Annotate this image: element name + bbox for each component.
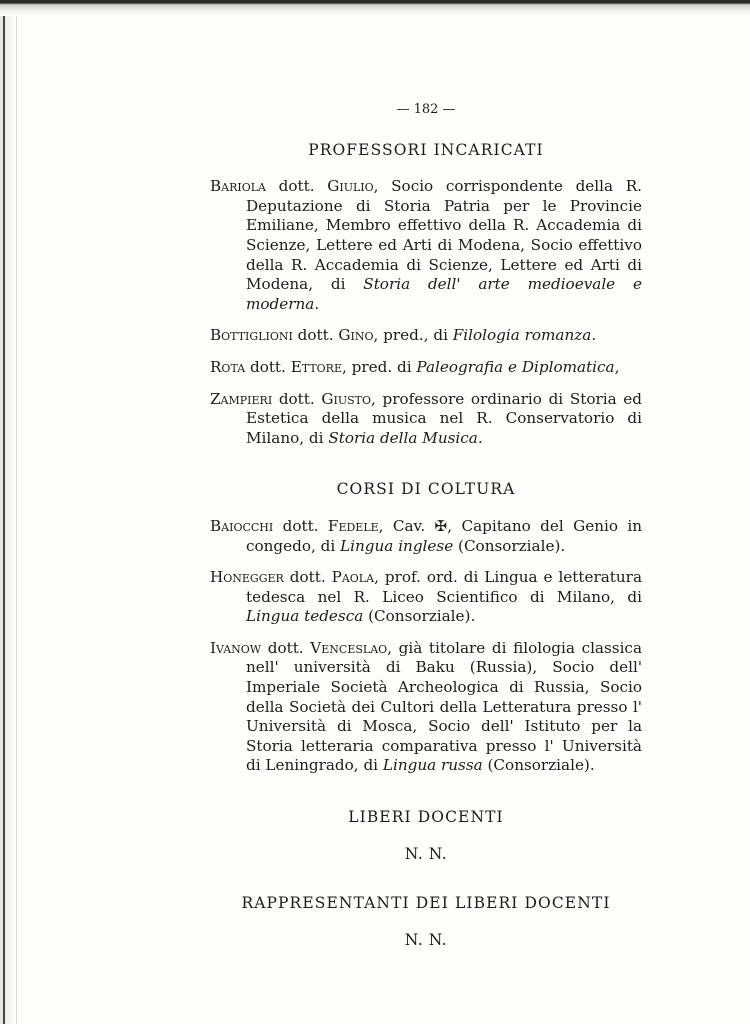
entry-firstname: Fedele: [327, 516, 379, 535]
page-binding-edge: [0, 0, 17, 1024]
entry-title: dott.: [261, 638, 311, 657]
entry-firstname: Venceslao: [310, 638, 388, 657]
entry-subject: Paleografia e Diplomatica: [416, 357, 615, 376]
heading-corsi-di-coltura: CORSI DI COLTURA: [336, 480, 516, 499]
entry-firstname: Ettore: [290, 357, 342, 376]
entry-subject: Filologia romanza: [452, 326, 592, 345]
entry-title: dott.: [266, 177, 328, 196]
entry-text: , Socio corrispondente della R. Deputazione di Storia Patria per le Provincie Emiliane, Membro effettivo della R. Accademia di Scienze, Lettere ed Arti di Modena, Socio effettivo della R. Accademia di Scienze, Lettere ed Arti di Modena, di: [246, 177, 642, 294]
entry-surname: Baiocchi: [210, 516, 274, 535]
heading-liberi-docenti: LIBERI DOCENTI: [348, 808, 504, 827]
entry-subject: Storia dell' arte medioevale e moderna: [246, 275, 642, 313]
entry-title: dott.: [283, 568, 332, 587]
page-number: — 182 —: [396, 102, 456, 117]
entry-bottiglioni: [210, 326, 642, 346]
entry-firstname: Giulio: [327, 177, 374, 196]
liberi-docenti-value: N. N.: [404, 844, 448, 863]
entry-tail: (Consorziale).: [363, 607, 476, 626]
entry-tail: (Consorziale).: [453, 536, 566, 555]
entry-subject: Lingua inglese: [340, 536, 454, 555]
entry-firstname: Giusto: [321, 389, 372, 408]
entry-surname: Ivanow: [210, 638, 262, 657]
entry-surname: Bottiglioni: [210, 326, 293, 345]
entry-surname: Rota: [210, 357, 246, 376]
entry-rota: [210, 358, 642, 378]
heading-rappresentanti-liberi-docenti: RAPPRESENTANTI DEI LIBERI DOCENTI: [241, 894, 611, 913]
entry-bariola: [210, 177, 642, 314]
entry-title: dott.: [272, 389, 322, 408]
entry-ivanow: [210, 639, 642, 776]
entry-subject: Lingua tedesca: [246, 607, 364, 626]
entry-text: , professore ordinario di Storia ed Estetica della musica nel R. Conservatorio di Milano, di: [246, 389, 642, 447]
entry-text: , prof. ord. di Lingua e letteratura tedesca nel R. Liceo Scientifico di Milano, di: [246, 568, 642, 606]
entry-tail: (Consorziale).: [482, 756, 595, 775]
entry-firstname: Gino: [338, 326, 374, 345]
entry-zampieri: [210, 390, 642, 449]
entry-tail: ,: [614, 357, 620, 376]
entry-baiocchi: [210, 517, 642, 556]
page-top-edge: [0, 0, 750, 16]
rappresentanti-value: N. N.: [404, 930, 448, 949]
entry-surname: Bariola: [210, 177, 266, 196]
heading-professori-incaricati: PROFESSORI INCARICATI: [308, 140, 544, 159]
entry-text: , pred., di: [373, 326, 453, 345]
entry-text: , Cav. ✠, Capitano del Genio in congedo, di: [246, 516, 643, 555]
entry-subject: Lingua russa: [382, 756, 483, 775]
entry-text: , pred. di: [342, 357, 417, 376]
entry-tail: .: [314, 294, 320, 313]
entry-honegger: [210, 568, 642, 627]
entry-tail: .: [477, 428, 483, 447]
entry-surname: Honegger: [210, 568, 284, 587]
page-content: [210, 100, 642, 950]
entry-title: dott.: [245, 357, 291, 376]
entry-subject: Storia della Musica: [328, 428, 478, 447]
entry-tail: .: [591, 326, 597, 345]
entry-title: dott.: [292, 326, 339, 345]
entry-firstname: Paola: [331, 568, 375, 587]
entry-title: dott.: [273, 516, 328, 535]
entry-text: , già titolare di filologia classica nell' università di Baku (Russia), Socio dell' Imperiale Società Archeologica di Russia, Socio della Società dei Cultori della Letteratura presso l' Università di Mosca, Socio dell' Istituto per la Storia letteraria comparativa presso l' Università di Leningrado, di: [246, 638, 642, 775]
entry-surname: Zampieri: [210, 389, 273, 408]
